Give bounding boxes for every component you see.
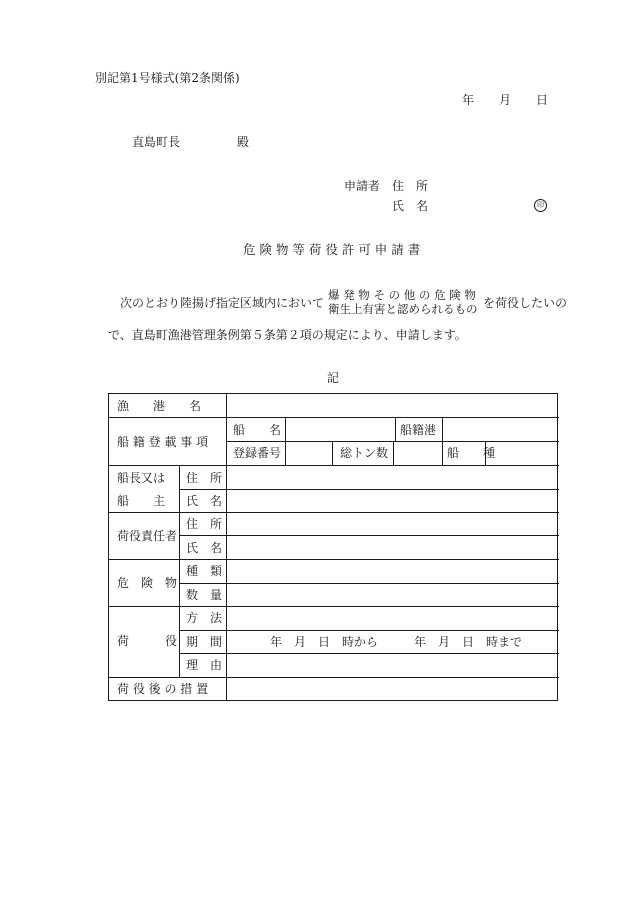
row-line <box>109 677 559 678</box>
period-value: 年 月 日 時から 年 月 日 時まで <box>270 635 523 649</box>
applicant-name-label: 氏 名 <box>392 199 429 213</box>
row-line <box>179 489 559 490</box>
col-line <box>179 465 180 677</box>
row-line <box>109 512 559 513</box>
fishing-port-label: 漁 港 名 <box>117 399 202 413</box>
applicant-address-label: 住 所 <box>392 179 429 193</box>
body-option-upper: 爆 発 物 そ の 他 の 危 険 物 <box>328 288 476 302</box>
row-line <box>179 535 559 536</box>
date-year: 年 <box>462 93 475 107</box>
date-month: 月 <box>499 93 512 107</box>
quantity-label: 数 量 <box>186 588 223 602</box>
date-day: 日 <box>536 93 549 107</box>
row-line <box>109 559 559 560</box>
handling-label: 荷 役 <box>117 634 178 648</box>
reason-label: 理 由 <box>186 658 223 672</box>
ship-type-label: 船 種 <box>447 446 496 460</box>
col-line <box>442 441 443 465</box>
row-line <box>179 630 559 631</box>
col-line <box>395 417 396 441</box>
kind-label: 種 類 <box>186 564 223 578</box>
col-line <box>226 394 227 700</box>
method-label: 方 法 <box>186 611 223 625</box>
row-line <box>179 583 559 584</box>
body-option-lower: 衛生上有害と認められるもの <box>328 302 478 316</box>
seal-mark <box>534 199 547 212</box>
col-line <box>285 417 286 465</box>
body-line1-suffix: を荷役したいの <box>483 296 568 310</box>
cargo-manager-address-label: 住 所 <box>186 517 223 531</box>
row-line <box>109 606 559 607</box>
applicant-label: 申請者 <box>344 179 381 193</box>
hazardous-material-label: 危 険 物 <box>117 576 178 590</box>
application-table <box>108 393 558 701</box>
col-line <box>393 441 394 465</box>
col-line <box>442 417 443 441</box>
row-line <box>179 653 559 654</box>
body-line2: で、直島町漁港管理条例第５条第２項の規定により、申請します。 <box>108 328 467 342</box>
body-line1-prefix: 次のとおり陸揚げ指定区域内において <box>120 296 325 310</box>
captain-label-line2: 船 主 <box>117 494 166 508</box>
honorific: 殿 <box>237 135 250 149</box>
period-label: 期 間 <box>186 635 223 649</box>
registration-number-label: 登録番号 <box>233 446 282 460</box>
captain-label-line1: 船長又は <box>117 471 166 485</box>
home-port-label: 船籍港 <box>400 423 437 437</box>
ki-heading: 記 <box>327 371 340 385</box>
vessel-registration-label: 船 籍 登 載 事 項 <box>117 435 209 449</box>
cargo-manager-label: 荷役責任者 <box>117 529 178 543</box>
row-line <box>109 417 559 418</box>
seal-text: 印 <box>537 201 544 209</box>
captain-address-label: 住 所 <box>186 471 223 485</box>
form-number: 別記第1号様式(第2条関係) <box>95 71 240 85</box>
document-title: 危 険 物 等 荷 役 許 可 申 請 書 <box>243 242 421 257</box>
row-line <box>109 465 559 466</box>
gross-tonnage-label: 総トン数 <box>340 446 389 460</box>
cargo-manager-name-label: 氏 名 <box>186 541 223 555</box>
addressee: 直島町長 <box>132 135 181 149</box>
ship-name-label: 船 名 <box>233 423 282 437</box>
captain-name-label: 氏 名 <box>186 494 223 508</box>
post-handling-measures-label: 荷 役 後 の 措 置 <box>117 682 209 696</box>
col-line <box>332 441 333 465</box>
